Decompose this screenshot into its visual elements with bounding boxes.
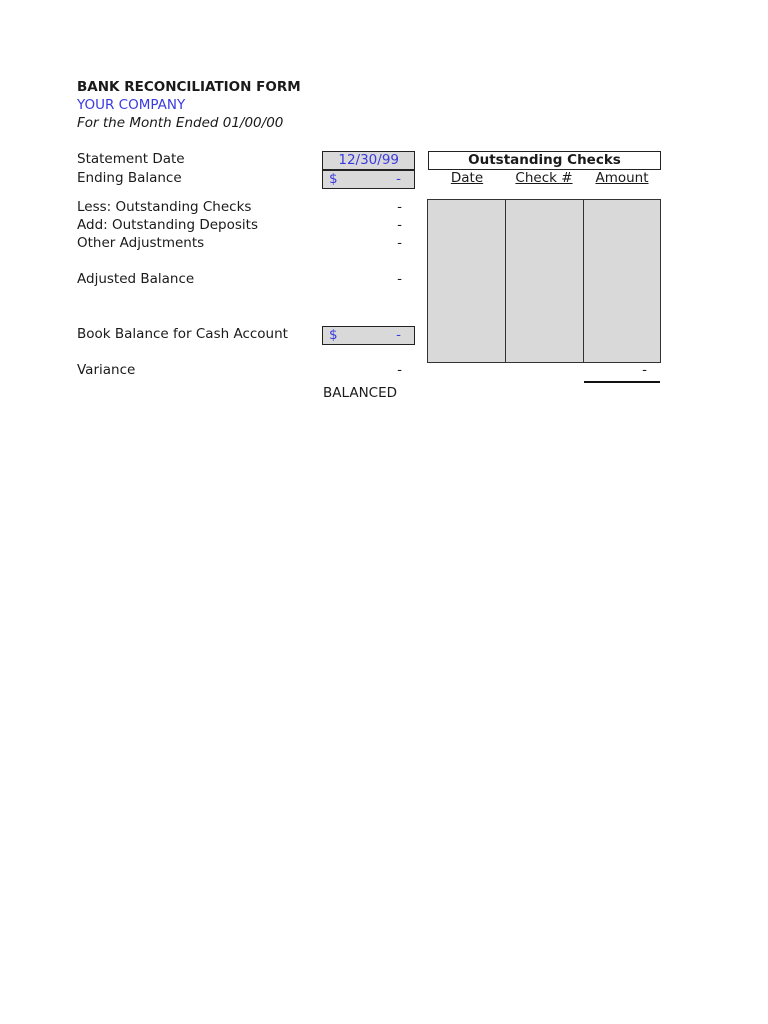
ending-balance-input[interactable] bbox=[322, 170, 415, 189]
ending-balance-currency: $ bbox=[329, 171, 338, 187]
variance-value: - bbox=[397, 362, 402, 378]
add-outstanding-deposits-value: - bbox=[397, 217, 402, 233]
form-title: BANK RECONCILIATION FORM bbox=[77, 79, 301, 95]
company-name[interactable]: YOUR COMPANY bbox=[77, 97, 186, 113]
period-label: For the Month Ended 01/00/00 bbox=[77, 115, 284, 131]
column-header-check-number: Check # bbox=[515, 170, 573, 186]
less-outstanding-checks-label: Less: Outstanding Checks bbox=[77, 199, 252, 215]
book-balance-value: - bbox=[396, 327, 401, 343]
outstanding-checks-total: - bbox=[642, 362, 647, 378]
other-adjustments-label: Other Adjustments bbox=[77, 235, 205, 251]
book-balance-label: Book Balance for Cash Account bbox=[77, 326, 288, 342]
other-adjustments-value: - bbox=[397, 235, 402, 251]
statement-date-value: 12/30/99 bbox=[338, 152, 399, 168]
column-header-date: Date bbox=[450, 170, 484, 186]
total-underline bbox=[584, 381, 660, 383]
outstanding-checks-title: Outstanding Checks bbox=[428, 151, 661, 170]
book-balance-input[interactable] bbox=[322, 326, 415, 345]
column-header-amount: Amount bbox=[595, 170, 649, 186]
book-balance-currency: $ bbox=[329, 327, 338, 343]
less-outstanding-checks-value: - bbox=[397, 199, 402, 215]
ending-balance-label: Ending Balance bbox=[77, 170, 182, 186]
statement-date-input[interactable] bbox=[322, 151, 415, 170]
add-outstanding-deposits-label: Add: Outstanding Deposits bbox=[77, 217, 258, 233]
adjusted-balance-value: - bbox=[397, 271, 402, 287]
statement-date-label: Statement Date bbox=[77, 151, 185, 167]
variance-label: Variance bbox=[77, 362, 136, 378]
adjusted-balance-label: Adjusted Balance bbox=[77, 271, 195, 287]
outstanding-checks-table[interactable] bbox=[427, 199, 661, 363]
column-divider bbox=[583, 200, 584, 362]
ending-balance-value: - bbox=[396, 171, 401, 187]
column-divider bbox=[505, 200, 506, 362]
balance-status: BALANCED bbox=[323, 385, 398, 401]
